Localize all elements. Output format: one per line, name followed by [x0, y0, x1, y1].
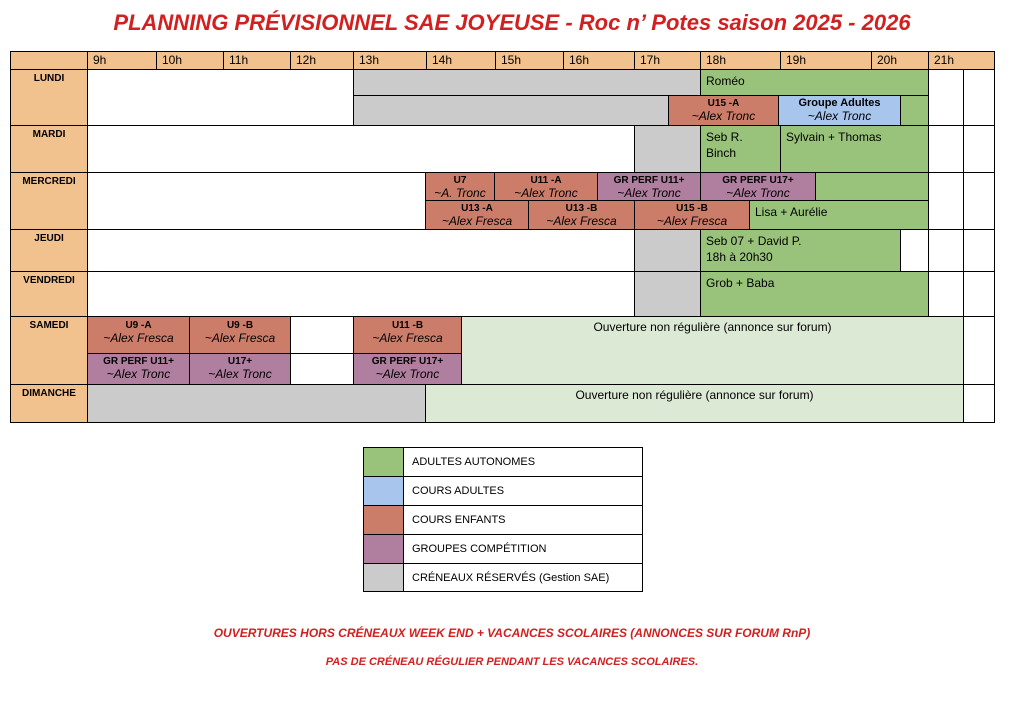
seb-line-1: Seb R.: [706, 130, 743, 144]
jeudi-reserved: [635, 230, 701, 272]
mercredi-u13a-block: [426, 201, 529, 230]
block-coach: ~Alex Tronc: [106, 367, 171, 381]
legend-swatch-blue: [364, 477, 404, 505]
jeudi-late-b: [964, 230, 994, 272]
legend-row-adultes-autonomes: [364, 448, 642, 477]
page-title: PLANNING PRÉVISIONNEL SAE JOYEUSE - Roc n’ Potes saison 2025 - 2026: [113, 10, 911, 35]
hour-19h: 19h: [781, 52, 872, 70]
block-title: U9 -B: [226, 320, 254, 331]
block-coach: ~Alex Fresca: [656, 214, 728, 228]
samedi-free-2: [291, 354, 354, 385]
legend-label: COURS ENFANTS: [412, 514, 506, 526]
legend-swatch-green: [364, 448, 404, 476]
mercredi-late-b: [964, 173, 994, 230]
mercredi-green-1: [816, 173, 929, 201]
day-jeudi: JEUDI: [11, 230, 88, 272]
legend-label: ADULTES AUTONOMES: [412, 456, 536, 468]
block-title: U15 -A: [707, 98, 740, 109]
lundi-green-end: [901, 96, 929, 126]
block-coach: ~Alex Tronc: [514, 186, 578, 200]
note-line-1: OUVERTURES HORS CRÉNEAUX WEEK END + VACANCES SCOLAIRES (ANNONCES SUR FORUM RnP): [213, 626, 811, 640]
day-mardi: MARDI: [11, 126, 88, 173]
mardi-late-a: [929, 126, 964, 173]
hour-12h: 12h: [291, 52, 354, 70]
day-lundi: LUNDI: [11, 70, 88, 126]
legend-label: CRÉNEAUX RÉSERVÉS (Gestion SAE): [412, 572, 610, 584]
lundi-reserved-2: [354, 96, 669, 126]
mercredi-free: [88, 173, 426, 230]
block-coach: ~A. Tronc: [434, 186, 486, 200]
mercredi-grperf-u11-block: [598, 173, 701, 201]
block-title: U13 -B: [565, 203, 598, 214]
day-mercredi: MERCREDI: [11, 173, 88, 230]
block-title: U15 -B: [676, 203, 708, 214]
block-title: U11 -A: [530, 175, 562, 186]
block-title: U7: [453, 175, 467, 186]
block-coach: ~Alex Tronc: [208, 367, 272, 381]
mercredi-u11a-block: [495, 173, 598, 201]
block-coach: ~Alex Fresca: [103, 331, 174, 345]
samedi-u11b-block: [354, 317, 462, 354]
legend-swatch-gray: [364, 564, 404, 591]
hour-15h: 15h: [496, 52, 564, 70]
hour-9h: 9h: [88, 52, 157, 70]
block-title: U9 -A: [125, 320, 152, 331]
block-coach: ~Alex Tronc: [617, 186, 681, 200]
legend-row-cours-enfants: [364, 506, 642, 535]
samedi-grperf-u17-block: [354, 354, 462, 385]
lundi-u15a-block: [669, 96, 779, 126]
hour-16h: 16h: [564, 52, 635, 70]
vendredi-late-b: [964, 272, 994, 317]
block-coach: ~Alex Fresca: [204, 331, 276, 345]
hour-11h: 11h: [224, 52, 291, 70]
block-title: U13 -A: [461, 203, 493, 214]
jeudi-late-a: [929, 230, 964, 272]
note-line-2: PAS DE CRÉNEAU RÉGULIER PENDANT LES VACANCES SCOLAIRES.: [325, 656, 699, 668]
mardi-reserved: [635, 126, 701, 173]
mercredi-grperf-u17-block: [701, 173, 816, 201]
mercredi-u7-block: [426, 173, 495, 201]
dimanche-ouverture: Ouverture non régulière (annonce sur forum): [426, 385, 964, 422]
hour-20h: 20h: [872, 52, 929, 70]
legend-row-creneaux-reserves: [364, 564, 642, 591]
mercredi-u13b-block: [529, 201, 635, 230]
block-title: GR PERF U11+: [103, 356, 174, 367]
lundi-late-a: [929, 70, 964, 126]
lundi-late-b: [964, 70, 994, 126]
jeudi-seb-david: [701, 230, 901, 272]
legend-label: COURS ADULTES: [412, 485, 505, 497]
samedi-u9b-block: [190, 317, 291, 354]
vendredi-free: [88, 272, 635, 317]
hour-10h: 10h: [157, 52, 224, 70]
vendredi-grob-baba: Grob + Baba: [701, 272, 929, 317]
block-title: U17+: [227, 356, 253, 367]
mardi-seb: [701, 126, 781, 173]
block-coach: ~Alex Tronc: [726, 186, 790, 200]
mercredi-u15b-block: [635, 201, 750, 230]
vendredi-reserved: [635, 272, 701, 317]
hour-18h: 18h: [701, 52, 781, 70]
jeudi-after: [901, 230, 929, 272]
hour-21h: 21h: [929, 52, 994, 70]
legend-label: GROUPES COMPÉTITION: [412, 543, 547, 555]
jeudi-line-2: 18h à 20h30: [706, 250, 773, 264]
vendredi-late-a: [929, 272, 964, 317]
jeudi-free: [88, 230, 635, 272]
samedi-u17-block: [190, 354, 291, 385]
block-title: Groupe Adultes: [798, 97, 881, 109]
mardi-sylvain: Sylvain + Thomas: [781, 126, 929, 173]
lundi-reserved-1: [354, 70, 701, 96]
hour-17h: 17h: [635, 52, 701, 70]
mercredi-lisa: Lisa + Aurélie: [750, 201, 929, 230]
samedi-grperf-u11-block: [88, 354, 190, 385]
dimanche-reserved: [88, 385, 426, 422]
legend-row-cours-adultes: [364, 477, 642, 506]
jeudi-line-1: Seb 07 + David P.: [706, 234, 802, 248]
day-dimanche: DIMANCHE: [11, 385, 88, 422]
samedi-free-1: [291, 317, 354, 354]
mercredi-late-a: [929, 173, 964, 230]
block-title: GR PERF U17+: [371, 356, 444, 367]
legend-swatch-purple: [364, 535, 404, 563]
block-coach: ~Alex Fresca: [546, 214, 617, 228]
block-title: GR PERF U17+: [722, 175, 794, 186]
hour-13h: 13h: [354, 52, 427, 70]
hour-14h: 14h: [427, 52, 496, 70]
samedi-ouverture: Ouverture non régulière (annonce sur forum): [462, 317, 964, 385]
block-coach: ~Alex Fresca: [441, 214, 513, 228]
day-samedi: SAMEDI: [11, 317, 88, 385]
samedi-late: [964, 317, 994, 385]
block-coach: ~Alex Tronc: [691, 109, 756, 123]
block-coach: ~Alex Tronc: [375, 367, 440, 381]
legend-row-groupes-competition: [364, 535, 642, 564]
day-vendredi: VENDREDI: [11, 272, 88, 317]
lundi-adultes-block: [779, 96, 901, 126]
lundi-romeo: Roméo: [701, 70, 929, 96]
samedi-u9a-block: [88, 317, 190, 354]
seb-line-2: Binch: [706, 146, 737, 160]
block-title: U11 -B: [391, 320, 424, 331]
schedule-table: [10, 51, 995, 423]
block-title: GR PERF U11+: [613, 175, 685, 186]
block-coach: ~Alex Fresca: [372, 331, 443, 345]
header-corner: [11, 52, 88, 70]
legend-swatch-red: [364, 506, 404, 534]
mardi-free: [88, 126, 635, 173]
lundi-free: [88, 70, 354, 126]
mardi-late-b: [964, 126, 994, 173]
dimanche-late: [964, 385, 994, 422]
block-coach: ~Alex Tronc: [807, 109, 872, 123]
legend: [363, 447, 643, 592]
